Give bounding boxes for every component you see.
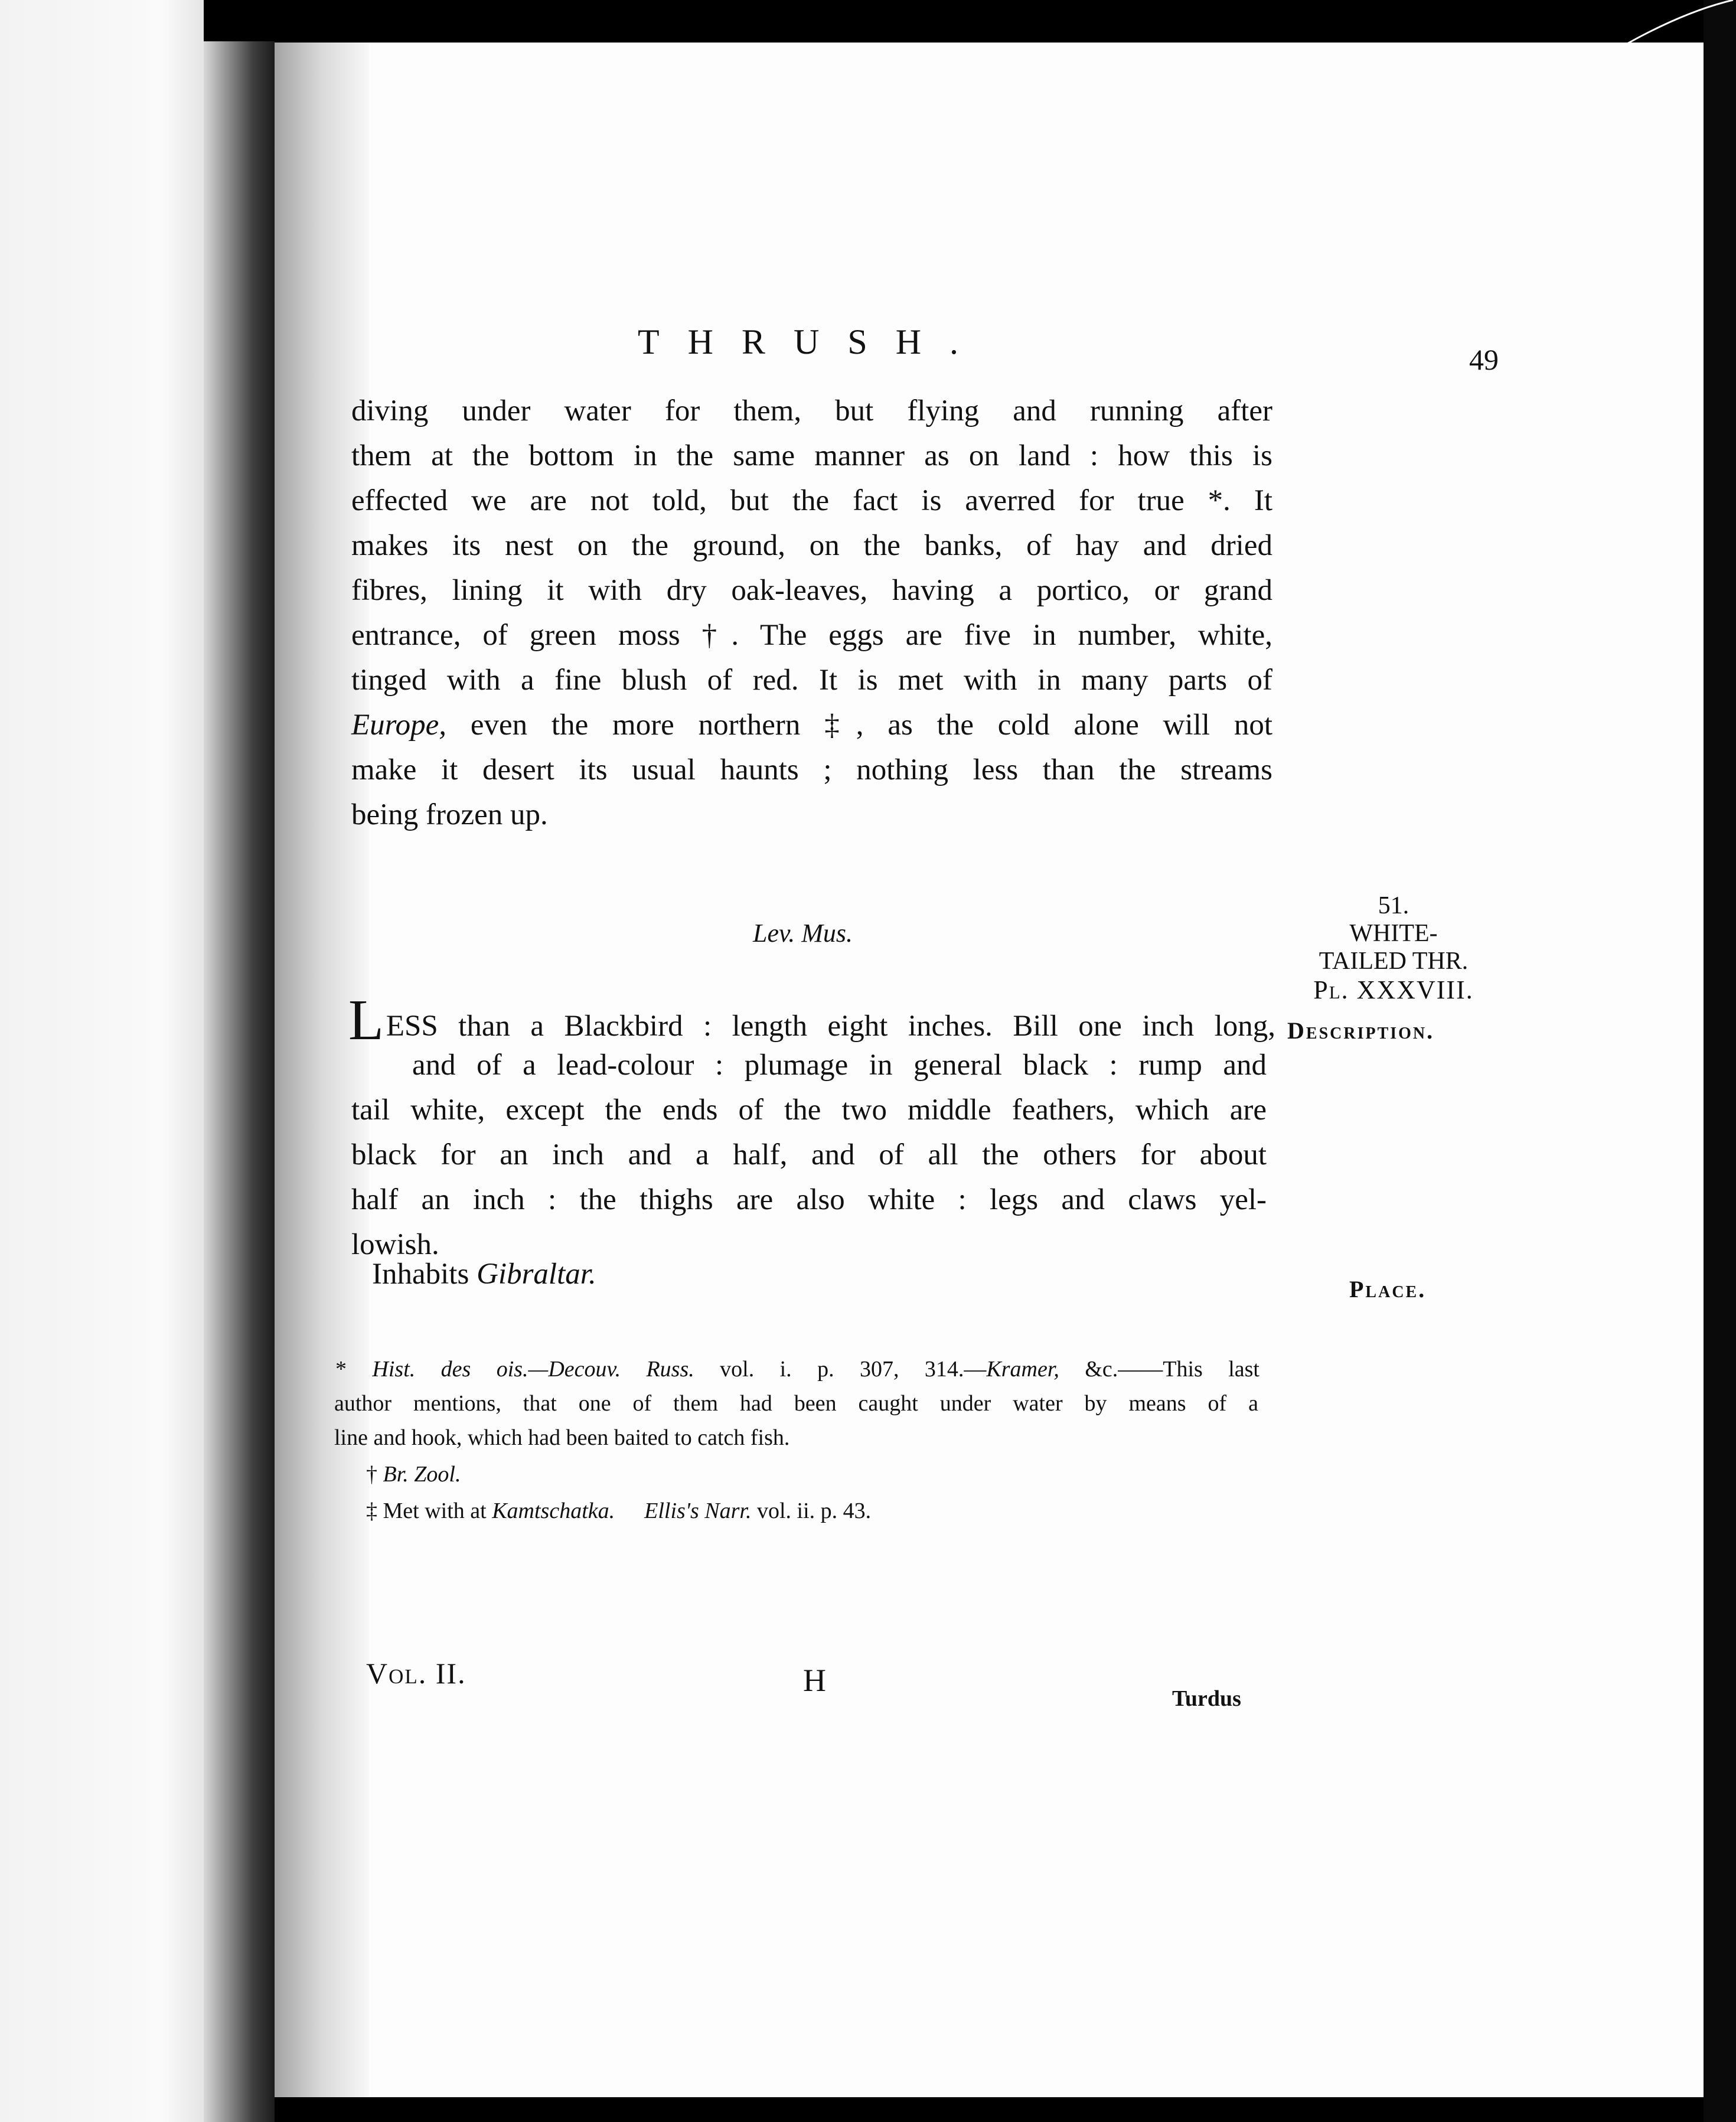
footnote-source: Br. Zool.: [383, 1462, 461, 1487]
inhabits-prefix: Inhabits: [372, 1258, 477, 1291]
footnote-source: Hist. des ois.—Decouv. Russ.: [372, 1357, 694, 1382]
body-line: [351, 703, 1272, 747]
footnote-source: Ellis's Narr.: [644, 1499, 752, 1523]
body-line: entrance, of green moss †. The eggs are five in number, white,: [351, 619, 1272, 652]
plate-number: Pl. XXXVIII.: [1313, 975, 1474, 1004]
body-line: lowish.: [351, 1228, 439, 1261]
body-line: and of a lead-colour : plumage in general black : rump and: [412, 1049, 1267, 1082]
description-first-line: [348, 988, 1275, 1052]
running-head: THRUSH.: [638, 322, 987, 361]
catchword: Turdus: [1172, 1686, 1241, 1711]
body-line: tinged with a fine blush of red. It is met with in many parts of: [351, 664, 1272, 697]
body-line-rest: even the more northern ‡, as the cold alone will not: [446, 709, 1272, 742]
page-number: 49: [1469, 343, 1499, 376]
body-line: half an inch : the thighs are also white : legs and claws yel-: [351, 1183, 1267, 1216]
body-line: fibres, lining it with dry oak-leaves, having a portico, or grand: [351, 574, 1272, 607]
footnote-3: [366, 1494, 1287, 1528]
facing-page: [0, 0, 204, 2122]
footnote-1: [335, 1352, 1259, 1386]
footnote-text: vol. i. p. 307, 314.—: [694, 1357, 987, 1382]
footnote-marker: *: [335, 1357, 373, 1382]
drop-cap: L: [348, 988, 384, 1052]
footnote-2: [366, 1457, 1287, 1491]
entry-number: 51.: [1378, 892, 1409, 919]
footnote-text: &c.——This last: [1059, 1357, 1259, 1382]
footnote-text: vol. ii. p. 43.: [751, 1499, 872, 1523]
footnote-source: Kramer,: [986, 1357, 1059, 1382]
entry-name-line1: WHITE-: [1349, 920, 1438, 947]
entry-name-line2: TAILED THR.: [1319, 948, 1469, 975]
footnote-marker: ‡ Met with at: [366, 1499, 492, 1523]
footnote-source: Kamtschatka.: [492, 1499, 615, 1523]
description-label: Description.: [1287, 1017, 1435, 1044]
body-line: being frozen up.: [351, 798, 548, 831]
body-line: black for an inch and a half, and of all the others for about: [351, 1138, 1267, 1171]
description-text: ESS than a Blackbird : length eight inches. Bill one inch long,: [386, 1010, 1275, 1043]
footnote-1-line3: line and hook, which had been baited to catch fish.: [334, 1425, 790, 1450]
place-label: Place.: [1349, 1276, 1427, 1302]
gutter-shadow: [204, 41, 275, 2122]
body-line: them at the bottom in the same manner as on land : how this is: [351, 439, 1272, 472]
inhabits-place: Gibraltar.: [477, 1258, 596, 1291]
signature-letter: H: [803, 1663, 826, 1698]
footnote-marker: †: [366, 1462, 383, 1487]
body-line: makes its nest on the ground, on the banks, of hay and dried: [351, 529, 1272, 562]
europe-word: Europe,: [351, 709, 446, 742]
body-line: tail white, except the ends of the two middle feathers, which are: [351, 1093, 1267, 1127]
footnote-1-line2: author mentions, that one of them had been caught under water by means of a: [334, 1391, 1258, 1416]
body-line: diving under water for them, but flying and running after: [351, 394, 1272, 427]
body-line: make it desert its usual haunts ; nothing less than the streams: [351, 753, 1272, 786]
inhabits-line: [372, 1252, 596, 1297]
volume-signature: Vol. II.: [366, 1657, 466, 1690]
body-line: effected we are not told, but the fact is averred for true *. It: [351, 484, 1272, 517]
source-label: Lev. Mus.: [753, 919, 853, 948]
